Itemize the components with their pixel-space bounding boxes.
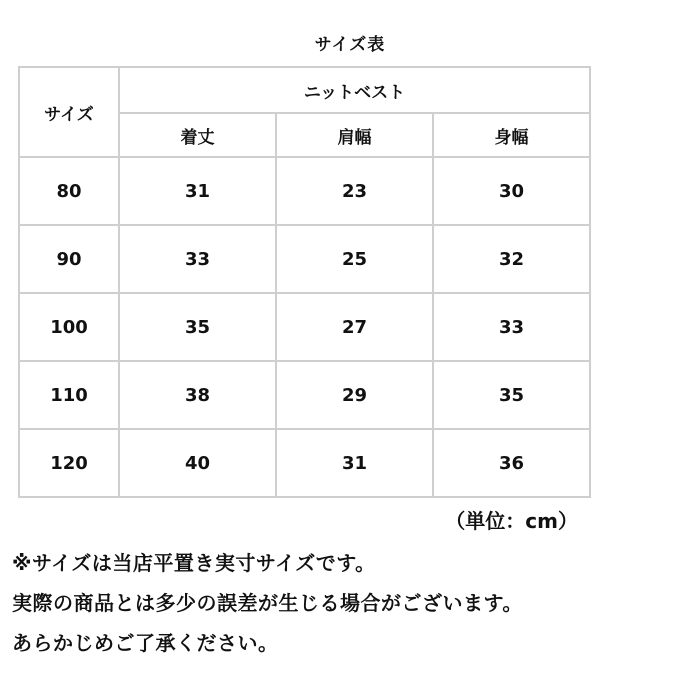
value-cell: 35 <box>119 293 276 361</box>
value-cell: 23 <box>276 157 433 225</box>
notes <box>12 548 692 668</box>
table-header-row <box>19 67 590 113</box>
size-cell: 100 <box>19 293 119 361</box>
value-cell: 38 <box>119 361 276 429</box>
size-table <box>18 66 591 498</box>
size-cell: 90 <box>19 225 119 293</box>
value-cell: 25 <box>276 225 433 293</box>
value-cell: 30 <box>433 157 590 225</box>
table-row <box>19 225 590 293</box>
table-row <box>19 361 590 429</box>
size-column-header: サイズ <box>19 67 119 157</box>
value-cell: 33 <box>433 293 590 361</box>
column-header-length: 着丈 <box>119 113 276 157</box>
table-row <box>19 293 590 361</box>
value-cell: 31 <box>119 157 276 225</box>
size-cell: 110 <box>19 361 119 429</box>
size-cell: 80 <box>19 157 119 225</box>
value-cell: 27 <box>276 293 433 361</box>
note-line: 実際の商品とは多少の誤差が生じる場合がございます。 <box>12 591 523 615</box>
column-header-shoulder: 肩幅 <box>276 113 433 157</box>
value-cell: 35 <box>433 361 590 429</box>
value-cell: 32 <box>433 225 590 293</box>
unit-label: （単位：cm） <box>445 509 578 533</box>
page-title: サイズ表 <box>314 35 386 55</box>
note-line: あらかじめご了承ください。 <box>12 631 279 655</box>
note-line: ※サイズは当店平置き実寸サイズです。 <box>12 551 376 575</box>
table-row <box>19 429 590 497</box>
size-cell: 120 <box>19 429 119 497</box>
value-cell: 40 <box>119 429 276 497</box>
value-cell: 31 <box>276 429 433 497</box>
value-cell: 36 <box>433 429 590 497</box>
column-header-width: 身幅 <box>433 113 590 157</box>
value-cell: 29 <box>276 361 433 429</box>
value-cell: 33 <box>119 225 276 293</box>
group-header: ニットベスト <box>119 67 590 113</box>
table-row <box>19 157 590 225</box>
